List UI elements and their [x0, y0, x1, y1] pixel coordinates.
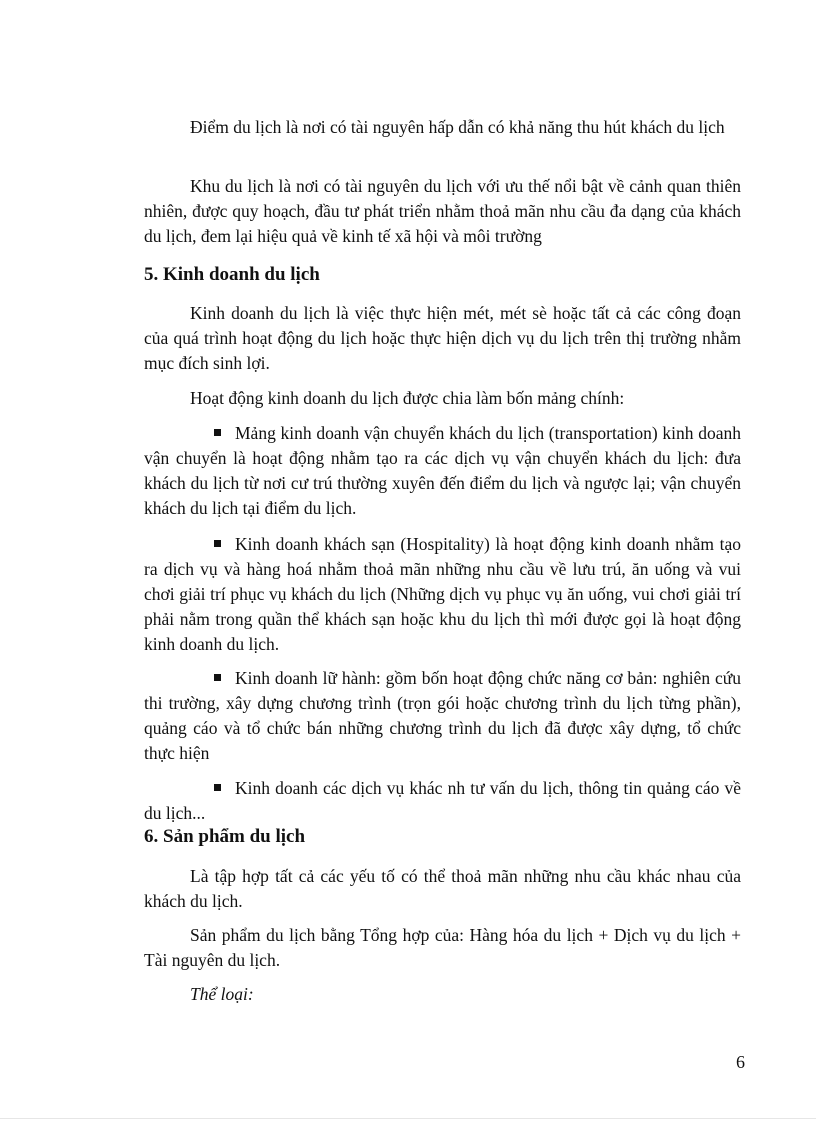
paragraph-four-sectors: Hoạt động kinh doanh du lịch được chia làm bốn mảng chính: — [190, 388, 625, 408]
bullet-other-services: Kinh doanh các dịch vụ khác nh tư vấn du lịch, thông tin quảng cáo về du lịch... — [144, 778, 741, 823]
paragraph-tourist-area: Khu du lịch là nơi có tài nguyên du lịch với ưu thế nổi bật về cảnh quan thiên nhiên, được quy hoạch, đầu tư phát triển nhằm thoả mãn nhu cầu đa dạng của khách du lịch, đem lại hiệu quả về kinh tế xã hội và môi trường — [144, 176, 741, 246]
bullet-travel-agency: Kinh doanh lữ hành: gồm bốn hoạt động chức năng cơ bản: nghiên cứu thi trường, xây dựng chương trình (trọn gói hoặc chương trình du lịch từng phần), quảng cáo và tổ chức bán những chương trình du lịch đã được xây dựng, tổ chức thực hiện — [144, 668, 741, 763]
bullet-square-icon — [214, 784, 221, 791]
bullet-hospitality: Kinh doanh khách sạn (Hospitality) là hoạt động kinh doanh nhằm tạo ra dịch vụ và hàng hoá nhằm thoả mãn những nhu cầu về lưu trú, ăn uống và vui chơi giải trí phục vụ khách du lịch (Những dịch vụ phục vụ ăn uống, vui chơi giải trí phải nằm trong quần thể khách sạn hoặc khu du lịch thì mới được gọi là hoạt động kinh doanh du lịch. — [144, 534, 741, 654]
paragraph-tourism-business: Kinh doanh du lịch là việc thực hiện mét, mét sè hoặc tất cả các công đoạn của quá trình hoạt động du lịch hoặc thực hiện dịch vụ du lịch trên thị trường nhằm mục đích sinh lợi. — [144, 303, 741, 373]
bullet-square-icon — [214, 674, 221, 681]
heading-section-6: 6. Sản phẩm du lịch — [144, 826, 306, 847]
paragraph-tourist-spot: Điểm du lịch là nơi có tài nguyên hấp dẫn có khả năng thu hút khách du lịch — [190, 117, 725, 137]
page-divider — [0, 1118, 816, 1119]
page-number: 6 — [736, 1052, 745, 1072]
paragraph-categories: Thể loại: — [190, 984, 254, 1004]
paragraph-product-definition: Là tập hợp tất cả các yếu tố có thể thoả mãn những nhu cầu khác nhau của khách du lịch. — [144, 866, 741, 911]
bullet-transportation: Mảng kinh doanh vận chuyển khách du lịch (transportation) kinh doanh vận chuyển là hoạt động nhằm tạo ra các dịch vụ vận chuyển khách du lịch: đưa khách du lịch từ nơi cư trú thường xuyên đến điểm du lịch và ngược lại; vận chuyển khách du lịch tại điểm du lịch. — [144, 423, 741, 518]
bullet-square-icon — [214, 540, 221, 547]
paragraph-product-composition: Sản phẩm du lịch bằng Tổng hợp của: Hàng hóa du lịch + Dịch vụ du lịch + Tài nguyên du lịch. — [144, 925, 741, 970]
heading-section-5: 5. Kinh doanh du lịch — [144, 264, 320, 285]
bullet-square-icon — [214, 429, 221, 436]
